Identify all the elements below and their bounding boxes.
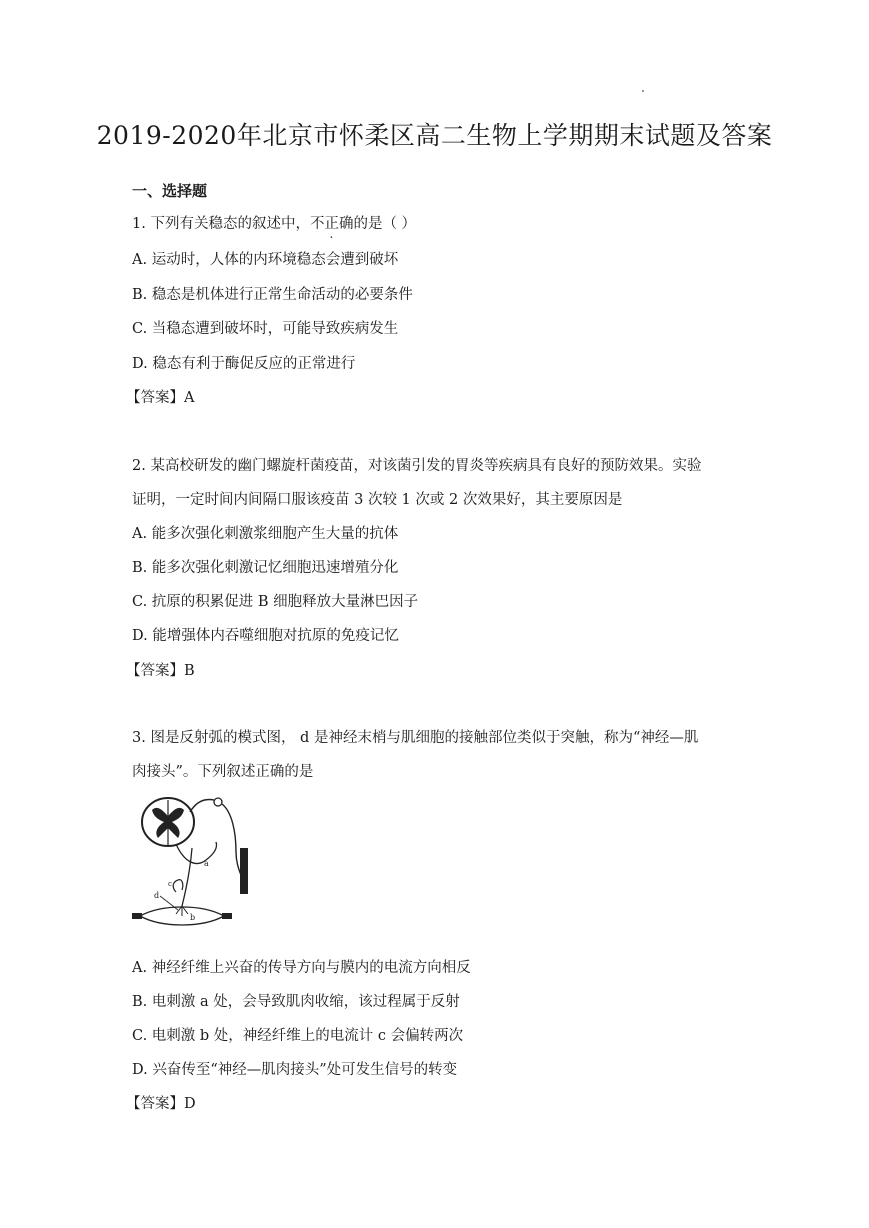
figure-label-a: a [204, 859, 209, 868]
page-title: 2019-2020年北京市怀柔区高二生物上学期期末试题及答案 [96, 121, 773, 150]
question-1-answer: 【答案】A [126, 390, 195, 406]
question-1-stem-tail: 的是（ ） [353, 216, 417, 232]
receptor-block [240, 848, 248, 894]
question-2-option-c: C. 抗原的积累促进 B 细胞释放大量淋巴因子 [132, 594, 419, 610]
question-1-option-b: B. 稳态是机体进行正常生命活动的必要条件 [132, 287, 413, 303]
question-3-option-c: C. 电刺激 b 处，神经纤维上的电流计 c 会偏转两次 [132, 1028, 464, 1044]
question-3-option-b: B. 电刺激 a 处，会导致肌肉收缩，该过程属于反射 [132, 994, 460, 1010]
question-1-option-c: C. 当稳态遭到破坏时，可能导致疾病发生 [132, 321, 399, 337]
question-3-option-a: A. 神经纤维上兴奋的传导方向与膜内的电流方向相反 [132, 960, 471, 976]
figure-label-b: b [190, 913, 196, 922]
figure-label-d: d [154, 891, 160, 900]
question-2-answer: 【答案】B [126, 663, 195, 679]
section-heading: 一、选择题 [132, 182, 208, 200]
question-2-option-d: D. 能增强体内吞噬细胞对抗原的免疫记忆 [132, 628, 399, 644]
question-1-option-a: A. 运动时，人体的内环境稳态会遭到破坏 [132, 252, 399, 268]
question-2-option-b: B. 能多次强化刺激记忆细胞迅速增殖分化 [132, 560, 399, 576]
question-1-stem [132, 212, 416, 233]
question-2-stem-line-2: 证明，一定时间内间隔口服该疫苗 3 次较 1 次或 2 次效果好，其主要原因是 [132, 492, 623, 508]
question-3-option-d: D. 兴奋传至“神经—肌肉接头”处可发生信号的转变 [132, 1062, 458, 1078]
question-2-stem-line-1: 2. 某高校研发的幽门螺旋杆菌疫苗，对该菌引发的胃炎等疾病具有良好的预防效果。实验 [132, 458, 702, 474]
motor-neuron [173, 842, 216, 916]
figure-label-c: c [168, 880, 172, 888]
question-1-stem-head: 1. 下列有关稳态的叙述中， [132, 216, 310, 232]
reflex-arc-figure [132, 792, 262, 930]
question-2-option-a: A. 能多次强化刺激浆细胞产生大量的抗体 [132, 526, 399, 542]
sensory-neuron [190, 798, 242, 878]
question-3-stem-line-1: 3. 图是反射弧的模式图， d 是神经末梢与肌细胞的接触部位类似于突触，称为“神经—肌 [132, 730, 699, 746]
question-3-answer: 【答案】D [126, 1096, 196, 1112]
question-3-stem-line-2: 肉接头”。下列叙述正确的是 [132, 764, 314, 780]
spinal-cord-diagram [142, 798, 194, 846]
question-1-option-d: D. 稳态有利于酶促反应的正常进行 [132, 356, 356, 372]
question-1-emphasis: 不正确 [309, 216, 354, 232]
header-dot [642, 90, 644, 92]
